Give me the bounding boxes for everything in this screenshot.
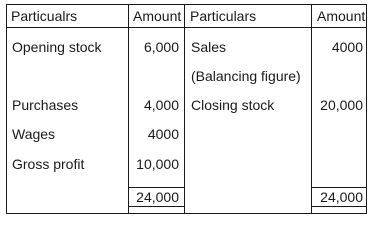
credit-total-bottom-rule [311,206,366,207]
debit-particulars-header: Particualrs [11,8,78,24]
debit-row-amount: 6,000 [143,39,179,55]
credit-row-particular: (Balancing figure) [191,68,301,84]
debit-total-top-rule [128,187,184,188]
credit-particulars-header: Particulars [190,8,257,24]
credit-row-amount: 4000 [331,39,363,55]
debit-row-amount: 10,000 [136,156,179,172]
debit-row-particular: Wages [12,126,56,142]
debit-row-amount: 4,000 [143,97,179,113]
column-divider [184,5,185,213]
credit-row-amount: 20,000 [320,97,363,113]
credit-total: 24,000 [320,189,363,205]
debit-row-particular: Gross profit [12,156,85,172]
debit-row-amount: 4000 [147,126,179,142]
trading-account-table [6,4,367,214]
credit-amount-header: Amount [317,8,366,24]
debit-total: 24,000 [136,189,179,205]
debit-total-bottom-rule [128,206,184,207]
debit-row-particular: Opening stock [12,39,102,55]
credit-total-top-rule [311,187,366,188]
debit-amount-header: Amount [133,8,182,24]
debit-row-particular: Purchases [12,97,79,113]
header-divider [7,27,366,28]
credit-row-particular: Closing stock [191,97,275,113]
credit-row-particular: Sales [191,39,227,55]
